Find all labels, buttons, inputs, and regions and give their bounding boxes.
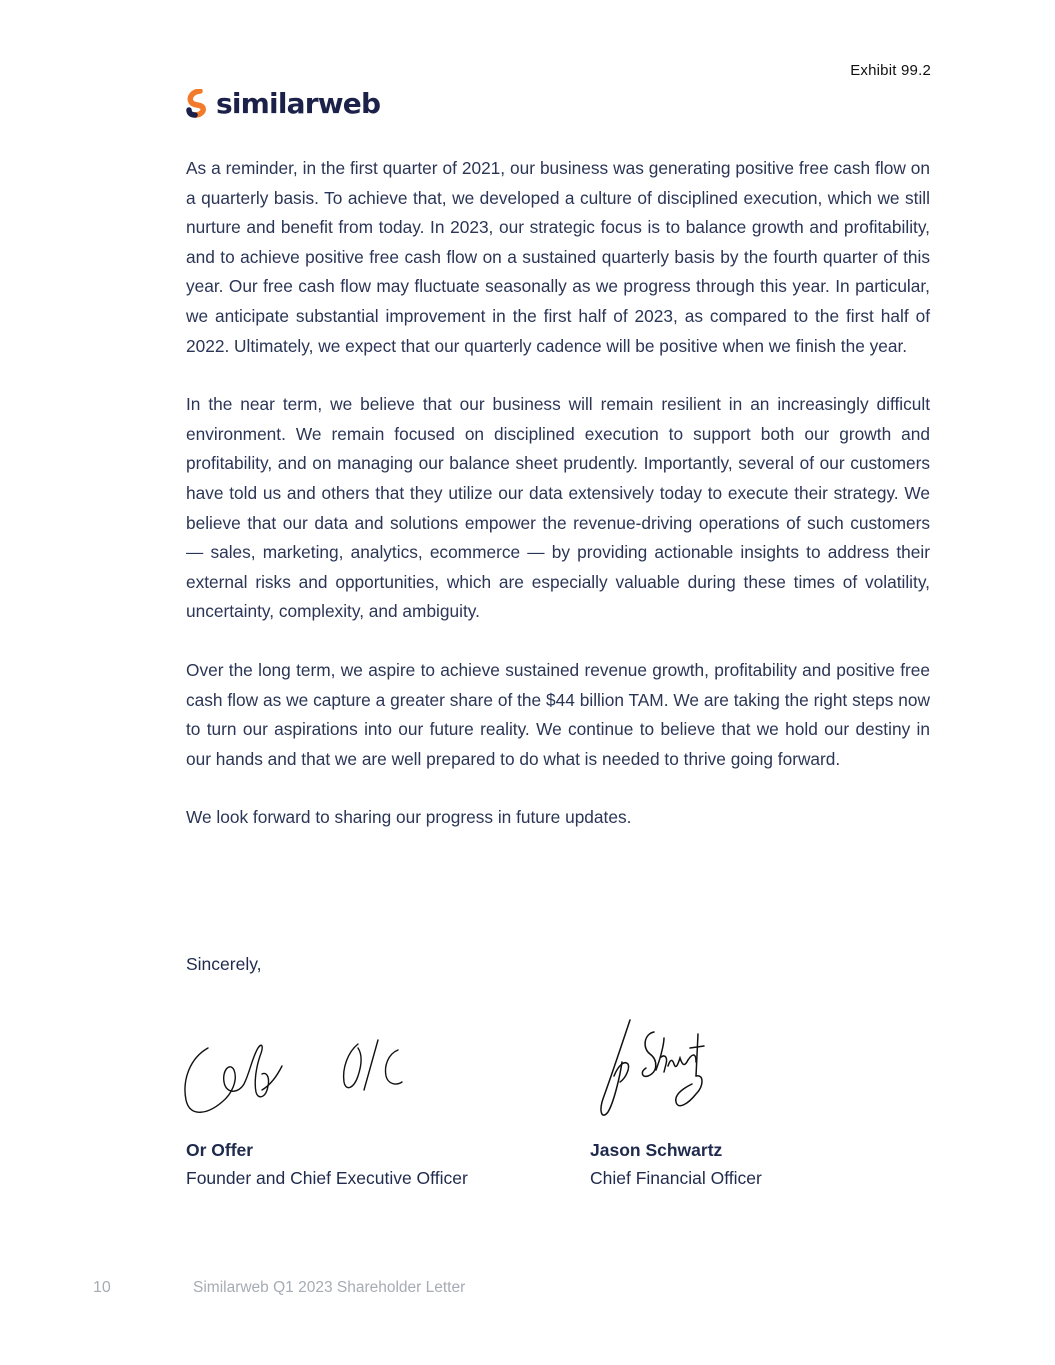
letter-body [186, 154, 930, 862]
paragraph-look-forward: We look forward to sharing our progress in future updates. [186, 807, 632, 828]
logo-wordmark: similarweb [216, 87, 381, 120]
paragraph-near-term: In the near term, we believe that our business will remain resilient in an increasingly difficult environment. We remain focused on disciplined execution to support both our growth and profitability, and on managing our balance sheet prudently. Importantly, several of our customers have told us and others that they utilize our data extensively today to execute their strategy. We believe that our data and solutions empower the revenue-driving operations of such customers — sales, marketing, analytics, ecommerce — by providing actionable insights to address their external risks and opportunities, which are especially valuable during these times of volatility, uncertainty, complexity, and ambiguity. [186, 394, 930, 622]
cfo-title: Chief Financial Officer [590, 1168, 762, 1188]
ceo-signature [178, 1010, 418, 1122]
paragraph-long-term: Over the long term, we aspire to achieve sustained revenue growth, profitability and positive free cash flow as we capture a greater share of the $44 billion TAM. We are taking the right steps now to turn our aspirations into our future reality. We continue to believe that we hold our destiny in our hands and that we are well prepared to do what is needed to thrive going forward. [186, 659, 930, 769]
ceo-signature-block [186, 1136, 468, 1192]
similarweb-logo-icon [186, 89, 210, 119]
ceo-title: Founder and Chief Executive Officer [186, 1168, 468, 1188]
page-number: 10 [93, 1279, 111, 1296]
ceo-name: Or Offer [186, 1140, 254, 1160]
cfo-name: Jason Schwartz [590, 1140, 723, 1160]
paragraph-reminder: As a reminder, in the first quarter of 2021, our business was generating positive free cash flow on a quarterly basis. To achieve that, we developed a culture of disciplined execution, which we still nurture and benefit from today. In 2023, our strategic focus is to balance growth and profitability, and to achieve positive free cash flow on a sustained quarterly basis by the fourth quarter of this year. Our free cash flow may fluctuate seasonally as we progress through this year. In particular, we anticipate substantial improvement in the first half of 2023, as compared to the first half of 2022. Ultimately, we expect that our quarterly cadence will be positive when we finish the year. [186, 158, 930, 356]
footer-document-title: Similarweb Q1 2023 Shareholder Letter [193, 1279, 466, 1296]
cfo-signature-block [590, 1136, 762, 1192]
cfo-signature [592, 1014, 722, 1124]
company-logo [186, 86, 380, 122]
exhibit-label: Exhibit 99.2 [850, 62, 931, 79]
closing-salutation: Sincerely, [186, 954, 262, 974]
